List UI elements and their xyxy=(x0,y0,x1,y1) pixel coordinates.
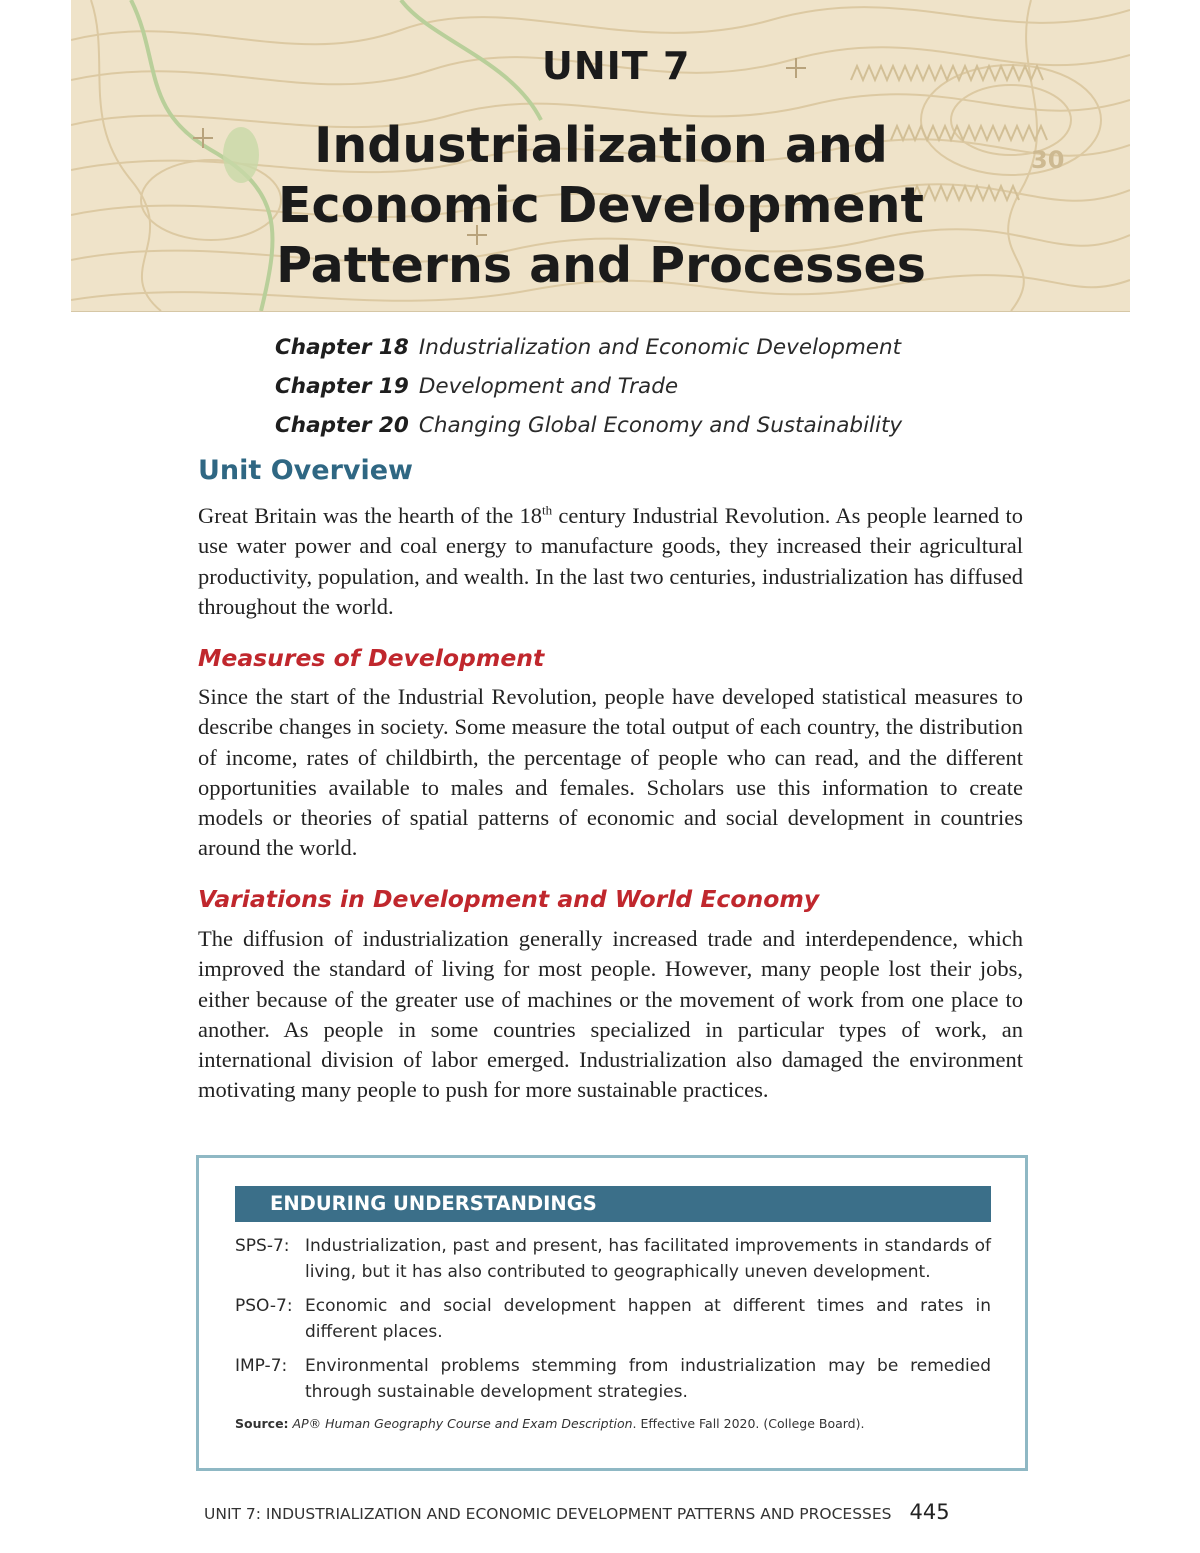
page-footer xyxy=(204,1500,1024,1524)
unit-banner xyxy=(71,0,1130,312)
variations-paragraph: The diffusion of industrialization generally increased trade and interdependence, which improved the standard of living for most people. However, many people lost their jobs, either because of the greater use of machines or the movement of work from one place to another. As people in some countries specialized in particular types of work, an international division of labor emerged. Industrialization also damaged the environment motivating many people to push for more sustainable practices. xyxy=(198,926,1023,1103)
page-number: 445 xyxy=(909,1500,950,1524)
enduring-understanding-item xyxy=(235,1233,991,1285)
source-label: Source: xyxy=(235,1416,289,1431)
overview-text-start: Great Britain was the hearth of the 18 xyxy=(198,503,542,528)
chapter-item xyxy=(275,372,995,411)
measures-heading: Measures of Development xyxy=(198,644,545,672)
unit-label: UNIT 7 xyxy=(542,44,691,88)
source-citation xyxy=(235,1416,991,1431)
unit-overview-paragraph xyxy=(198,501,1023,622)
variations-heading: Variations in Development and World Economy xyxy=(198,885,820,913)
enduring-understandings-heading: ENDURING UNDERSTANDINGS xyxy=(235,1186,991,1222)
enduring-understandings-list xyxy=(235,1233,991,1413)
unit-title-line-1: Industrialization and xyxy=(314,117,888,174)
chapter-number: Chapter 18 xyxy=(275,335,409,360)
running-title: UNIT 7: INDUSTRIALIZATION AND ECONOMIC DEVELOPMENT PATTERNS AND PROCESSES xyxy=(204,1505,892,1523)
unit-title xyxy=(231,116,971,296)
unit-title-line-3: Patterns and Processes xyxy=(276,237,926,294)
eu-text: Environmental problems stemming from industrialization may be remedied through sustainable development strategies. xyxy=(305,1356,991,1402)
chapter-number: Chapter 19 xyxy=(275,374,409,399)
overview-text-end: century Industrial Revolution. As people learned to use water power and coal energy to manufacture goods, they increased their agricultural productivity, population, and wealth. In the last two centuries, industrialization has diffused throughout the world. xyxy=(198,503,1023,619)
enduring-understanding-item xyxy=(235,1293,991,1345)
chapter-item xyxy=(275,333,995,372)
eu-text: Economic and social development happen at different times and rates in different places. xyxy=(305,1296,991,1342)
chapter-list xyxy=(275,333,995,450)
chapter-item xyxy=(275,411,995,450)
eu-code: PSO-7: xyxy=(235,1296,293,1316)
chapter-title: Development and Trade xyxy=(418,374,679,399)
eu-code: SPS-7: xyxy=(235,1236,290,1256)
chapter-title: Industrialization and Economic Development xyxy=(418,335,902,360)
enduring-understanding-item xyxy=(235,1353,991,1405)
unit-title-line-2: Economic Development xyxy=(278,177,924,234)
eu-text: Industrialization, past and present, has facilitated improvements in standards of living, but it has also contributed to geographically uneven development. xyxy=(305,1236,991,1282)
chapter-title: Changing Global Economy and Sustainability xyxy=(418,413,903,438)
source-details: . Effective Fall 2020. (College Board). xyxy=(632,1416,865,1431)
measures-paragraph: Since the start of the Industrial Revolution, people have developed statistical measures to describe changes in society. Some measure the total output of each country, the distribution of income, rates of childbirth, the percentage of people who can read, and the different opportunities available to males and females. Scholars use this information to create models or theories of spatial patterns of economic and social development in countries around the world. xyxy=(198,684,1023,861)
source-title: AP® Human Geography Course and Exam Description xyxy=(292,1416,633,1431)
unit-overview-heading: Unit Overview xyxy=(198,455,413,486)
eu-code: IMP-7: xyxy=(235,1356,288,1376)
ordinal-suffix: th xyxy=(542,502,553,518)
map-elevation-label: 30 xyxy=(1031,146,1065,174)
enduring-understandings-box xyxy=(196,1155,1028,1471)
chapter-number: Chapter 20 xyxy=(275,413,409,438)
